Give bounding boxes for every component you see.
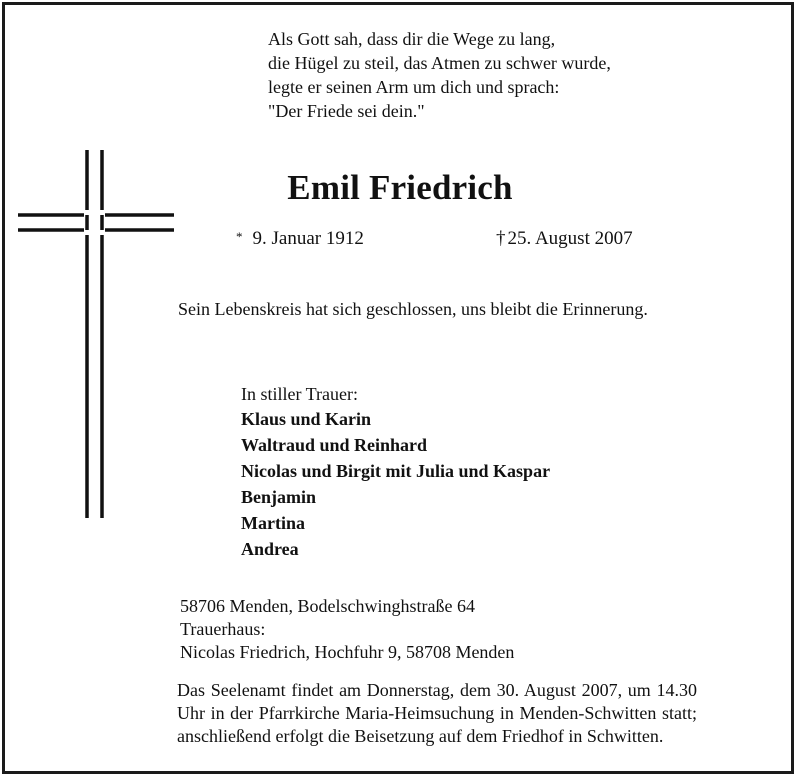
service-announcement: Das Seelenamt findet am Donnerstag, dem 30. August 2007, um 14.30 Uhr in der Pfarrkirche Maria-Heimsuchung in Menden-Schwitten statt; anschließend erfolgt die Beisetzung auf dem Friedhof in Schwitten. [177, 680, 697, 746]
poem-line: "Der Friede sei dein." [268, 101, 425, 121]
life-circle-text: Sein Lebenskreis hat sich geschlossen, uns bleibt die Erinnerung. [178, 299, 648, 319]
poem-line: Als Gott sah, dass dir die Wege zu lang, [268, 29, 556, 49]
mourner-name: Nicolas und Birgit mit Julia und Kaspar [241, 461, 551, 481]
poem-line: die Hügel zu steil, das Atmen zu schwer wurde, [268, 53, 611, 73]
mourner-name: Martina [241, 513, 305, 533]
death-dagger-icon: † [496, 228, 506, 249]
address-block [180, 595, 514, 664]
death-date-line [496, 228, 633, 250]
mourner-name: Klaus und Karin [241, 409, 372, 429]
poem-line: legte er seinen Arm um dich und sprach: [268, 77, 560, 97]
mourning-house-label: Trauerhaus: [180, 619, 266, 639]
mourning-house-address: Nicolas Friedrich, Hochfuhr 9, 58708 Menden [180, 642, 515, 662]
mourners-list [241, 406, 550, 562]
mourner-name: Waltraud und Reinhard [241, 435, 428, 455]
birth-star-icon: * [236, 229, 243, 244]
deceased-name: Emil Friedrich [287, 168, 513, 207]
birth-date-line [236, 228, 364, 250]
mourners-heading: In stiller Trauer: [241, 384, 358, 404]
mourner-name: Benjamin [241, 487, 317, 507]
death-date: 25. August 2007 [507, 228, 633, 249]
poem [268, 27, 611, 123]
birth-date: 9. Januar 1912 [252, 228, 364, 249]
address-line: 58706 Menden, Bodelschwinghstraße 64 [180, 596, 475, 616]
mourners-block [241, 382, 550, 562]
mourner-name: Andrea [241, 539, 299, 559]
